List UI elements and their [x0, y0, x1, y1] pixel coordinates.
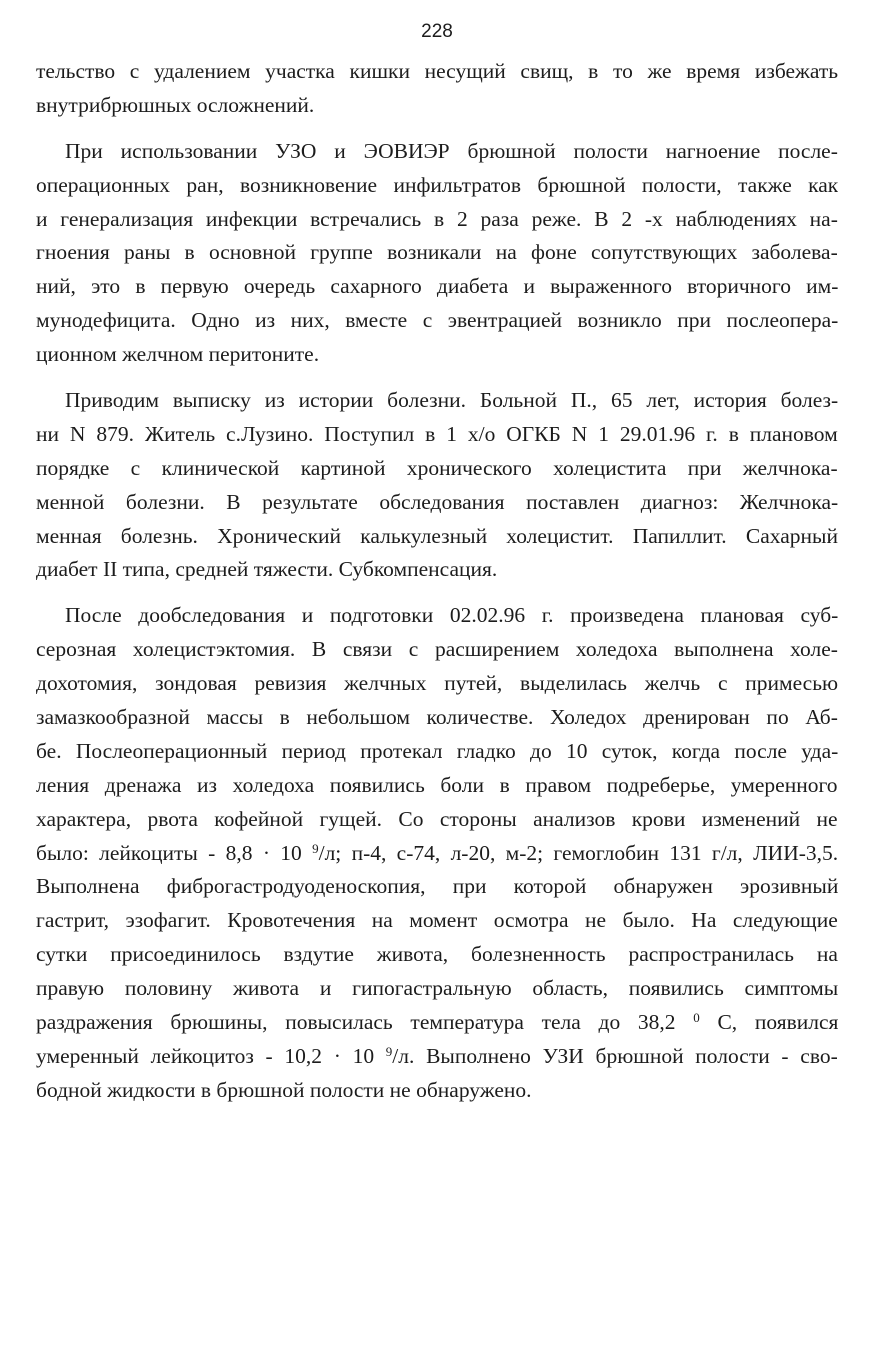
text-line: диабет II типа, средней тяжести. Субкомпенсация.	[36, 557, 498, 582]
text-line: порядке с клинической картиной хронического холецистита при желчнока-	[36, 455, 838, 480]
text-line: и генерализация инфекции встречались в 2 раза реже. В 2 -х наблюдениях на-	[36, 206, 838, 231]
text-line: гноения раны в основной группе возникали на фоне сопутствующих заболева-	[36, 240, 838, 265]
text-line: тельство с удалением участка кишки несущий свищ, в то же время избежать	[36, 59, 838, 83]
text-run: С, появился	[699, 1010, 838, 1035]
paragraph-gap	[36, 372, 838, 384]
text-line: бе. Послеоперационный период протекал гладко до 10 суток, когда после уда-	[36, 738, 838, 763]
paragraph	[36, 55, 838, 123]
text-line: правую половину живота и гипогастральную область, появились симптомы	[36, 976, 838, 1001]
text-line	[36, 1006, 838, 1040]
superscript: 9	[385, 1043, 393, 1059]
text-line: серозная холецистэктомия. В связи с расширением холедоха выполнена холе-	[36, 637, 838, 662]
paragraph	[36, 135, 838, 372]
text-line: замазкообразной массы в небольшом количестве. Холедох дренирован по Аб-	[36, 705, 838, 730]
text-line: Выполнена фиброгастродуоденоскопия, при которой обнаружен эрозивный	[36, 874, 838, 899]
text-run: умеренный лейкоцитоз - 10,2 · 10	[36, 1043, 386, 1068]
text-line: ления дренажа из холедоха появились боли в правом подреберье, умеренного	[36, 772, 838, 797]
text-line: бодной жидкости в брюшной полости не обнаружено.	[36, 1077, 532, 1102]
paragraph	[36, 384, 838, 587]
text-line: ни N 879. Житель с.Лузино. Поступил в 1 х/о ОГКБ N 1 29.01.96 г. в плановом	[36, 421, 838, 446]
text-line: внутрибрюшных осложнений.	[36, 92, 315, 117]
text-line: операционных ран, возникновение инфильтратов брюшной полости, также как	[36, 172, 838, 197]
document-body	[36, 55, 838, 1108]
text-line: характера, рвота кофейной гущей. Со стороны анализов крови изменений не	[36, 806, 838, 831]
text-line: дохотомия, зондовая ревизия желчных путей, выделилась желчь с примесью	[36, 671, 838, 696]
text-line: После дообследования и подготовки 02.02.96 г. произведена плановая суб-	[65, 603, 838, 628]
text-line: ний, это в первую очередь сахарного диабета и выраженного вторичного им-	[36, 274, 838, 299]
page-number: 228	[421, 21, 453, 42]
text-line: сутки присоединилось вздутие живота, болезненность распространилась на	[36, 942, 838, 967]
text-line: ционном желчном перитоните.	[36, 342, 320, 367]
text-run: /л. Выполнено УЗИ брюшной полости - сво-	[392, 1043, 838, 1068]
text-run: /л; п-4, с-74, л-20, м-2; гемоглобин 131 г/л, ЛИИ-3,5.	[318, 840, 838, 865]
text-line: Приводим выписку из истории болезни. Больной П., 65 лет, история болез-	[65, 388, 838, 413]
text-line: гастрит, эзофагит. Кровотечения на момент осмотра не было. На следующие	[36, 908, 838, 933]
text-line: При использовании УЗО и ЭОВИЭР брюшной полости нагноение после-	[65, 138, 838, 163]
paragraph-gap	[36, 123, 838, 135]
text-line	[36, 1040, 838, 1074]
paragraph-gap	[36, 587, 838, 599]
text-line	[36, 837, 838, 871]
text-line: мунодефицита. Одно из них, вместе с эвентрацией возникло при послеопера-	[36, 308, 838, 333]
superscript: 0	[693, 1010, 700, 1026]
superscript: 9	[312, 840, 319, 856]
text-line: менная болезнь. Хронический калькулезный холецистит. Папиллит. Сахарный	[36, 523, 838, 548]
text-run: раздражения брюшины, повысилась температура тела до 38,2	[36, 1010, 694, 1035]
text-run: было: лейкоциты - 8,8 · 10	[36, 840, 313, 865]
paragraph	[36, 599, 838, 1107]
text-line: менной болезни. В результате обследования поставлен диагноз: Желчнока-	[36, 489, 838, 514]
